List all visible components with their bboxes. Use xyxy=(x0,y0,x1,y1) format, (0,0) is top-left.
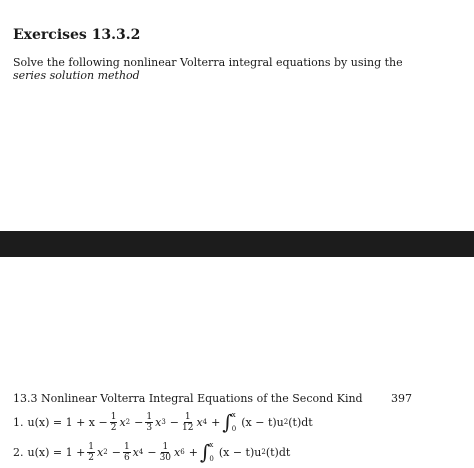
fraction: $\frac{1}{3}$ xyxy=(146,411,153,433)
variable: x xyxy=(119,415,126,429)
upper-page xyxy=(0,0,474,231)
exercise-1: 1. u(x) = 1 + x − $\frac{1}{2}$ x 2 − $\frac{1}{3}$ x 3 − $\frac{1}{12}$ x 4 + ∫ x 0 (x − t)u 2 (t)dt xyxy=(13,410,313,434)
operator: + xyxy=(211,415,221,429)
lower-limit: 0 xyxy=(231,425,237,433)
operator: − xyxy=(169,415,179,429)
variable: x xyxy=(132,445,139,459)
exercise-number: 2. xyxy=(13,445,24,459)
integrand-tail: (t)dt xyxy=(288,415,313,429)
integrand: (x − t)u xyxy=(241,415,284,429)
fraction: $\frac{1}{30}$ xyxy=(159,441,172,463)
operator: − xyxy=(147,445,157,459)
exercises-heading: Exercises 13.3.2 xyxy=(13,27,141,43)
fraction: $\frac{1}{6}$ xyxy=(123,441,130,463)
variable: x xyxy=(155,415,162,429)
lower-page xyxy=(0,257,474,468)
lower-limit: 0 xyxy=(209,455,214,463)
exercise-number: 1. xyxy=(13,415,24,429)
page-number: 397 xyxy=(391,392,412,405)
equation-lhs: u(x) = 1 + x − xyxy=(27,415,108,429)
page-separator-bar xyxy=(0,231,474,257)
operator: − xyxy=(134,415,144,429)
variable: x xyxy=(174,445,181,459)
upper-limit: x xyxy=(231,411,236,419)
operator: + xyxy=(188,445,198,459)
upper-limit: x xyxy=(209,441,214,449)
equation-lhs: u(x) = 1 + xyxy=(27,445,86,459)
fraction: $\frac{1}{2}$ xyxy=(88,441,95,463)
instructions-text xyxy=(13,56,433,82)
instructions-emphasis: series solution method xyxy=(13,69,140,82)
integrand: (x − t)u xyxy=(218,445,262,459)
variable: x xyxy=(97,445,104,459)
integrand-tail: (t)dt xyxy=(265,445,291,459)
integral-sign: ∫ x 0 xyxy=(199,440,214,464)
variable: x xyxy=(196,415,203,429)
exercise-2: 2. u(x) = 1 + $\frac{1}{2}$ x 2 − $\frac{1}{6}$ x 4 − $\frac{1}{30}$ x 6 + ∫ x 0 (x − t)u 2 (t)dt xyxy=(13,440,291,464)
instructions-prefix: Solve the following nonlinear Volterra integral equations by using the xyxy=(13,56,403,69)
operator: − xyxy=(111,445,121,459)
fraction: $\frac{1}{12}$ xyxy=(182,411,194,433)
fraction: $\frac{1}{2}$ xyxy=(110,411,117,433)
running-head: 13.3 Nonlinear Volterra Integral Equations of the Second Kind xyxy=(13,392,363,405)
integral-sign: ∫ x 0 xyxy=(222,410,237,434)
